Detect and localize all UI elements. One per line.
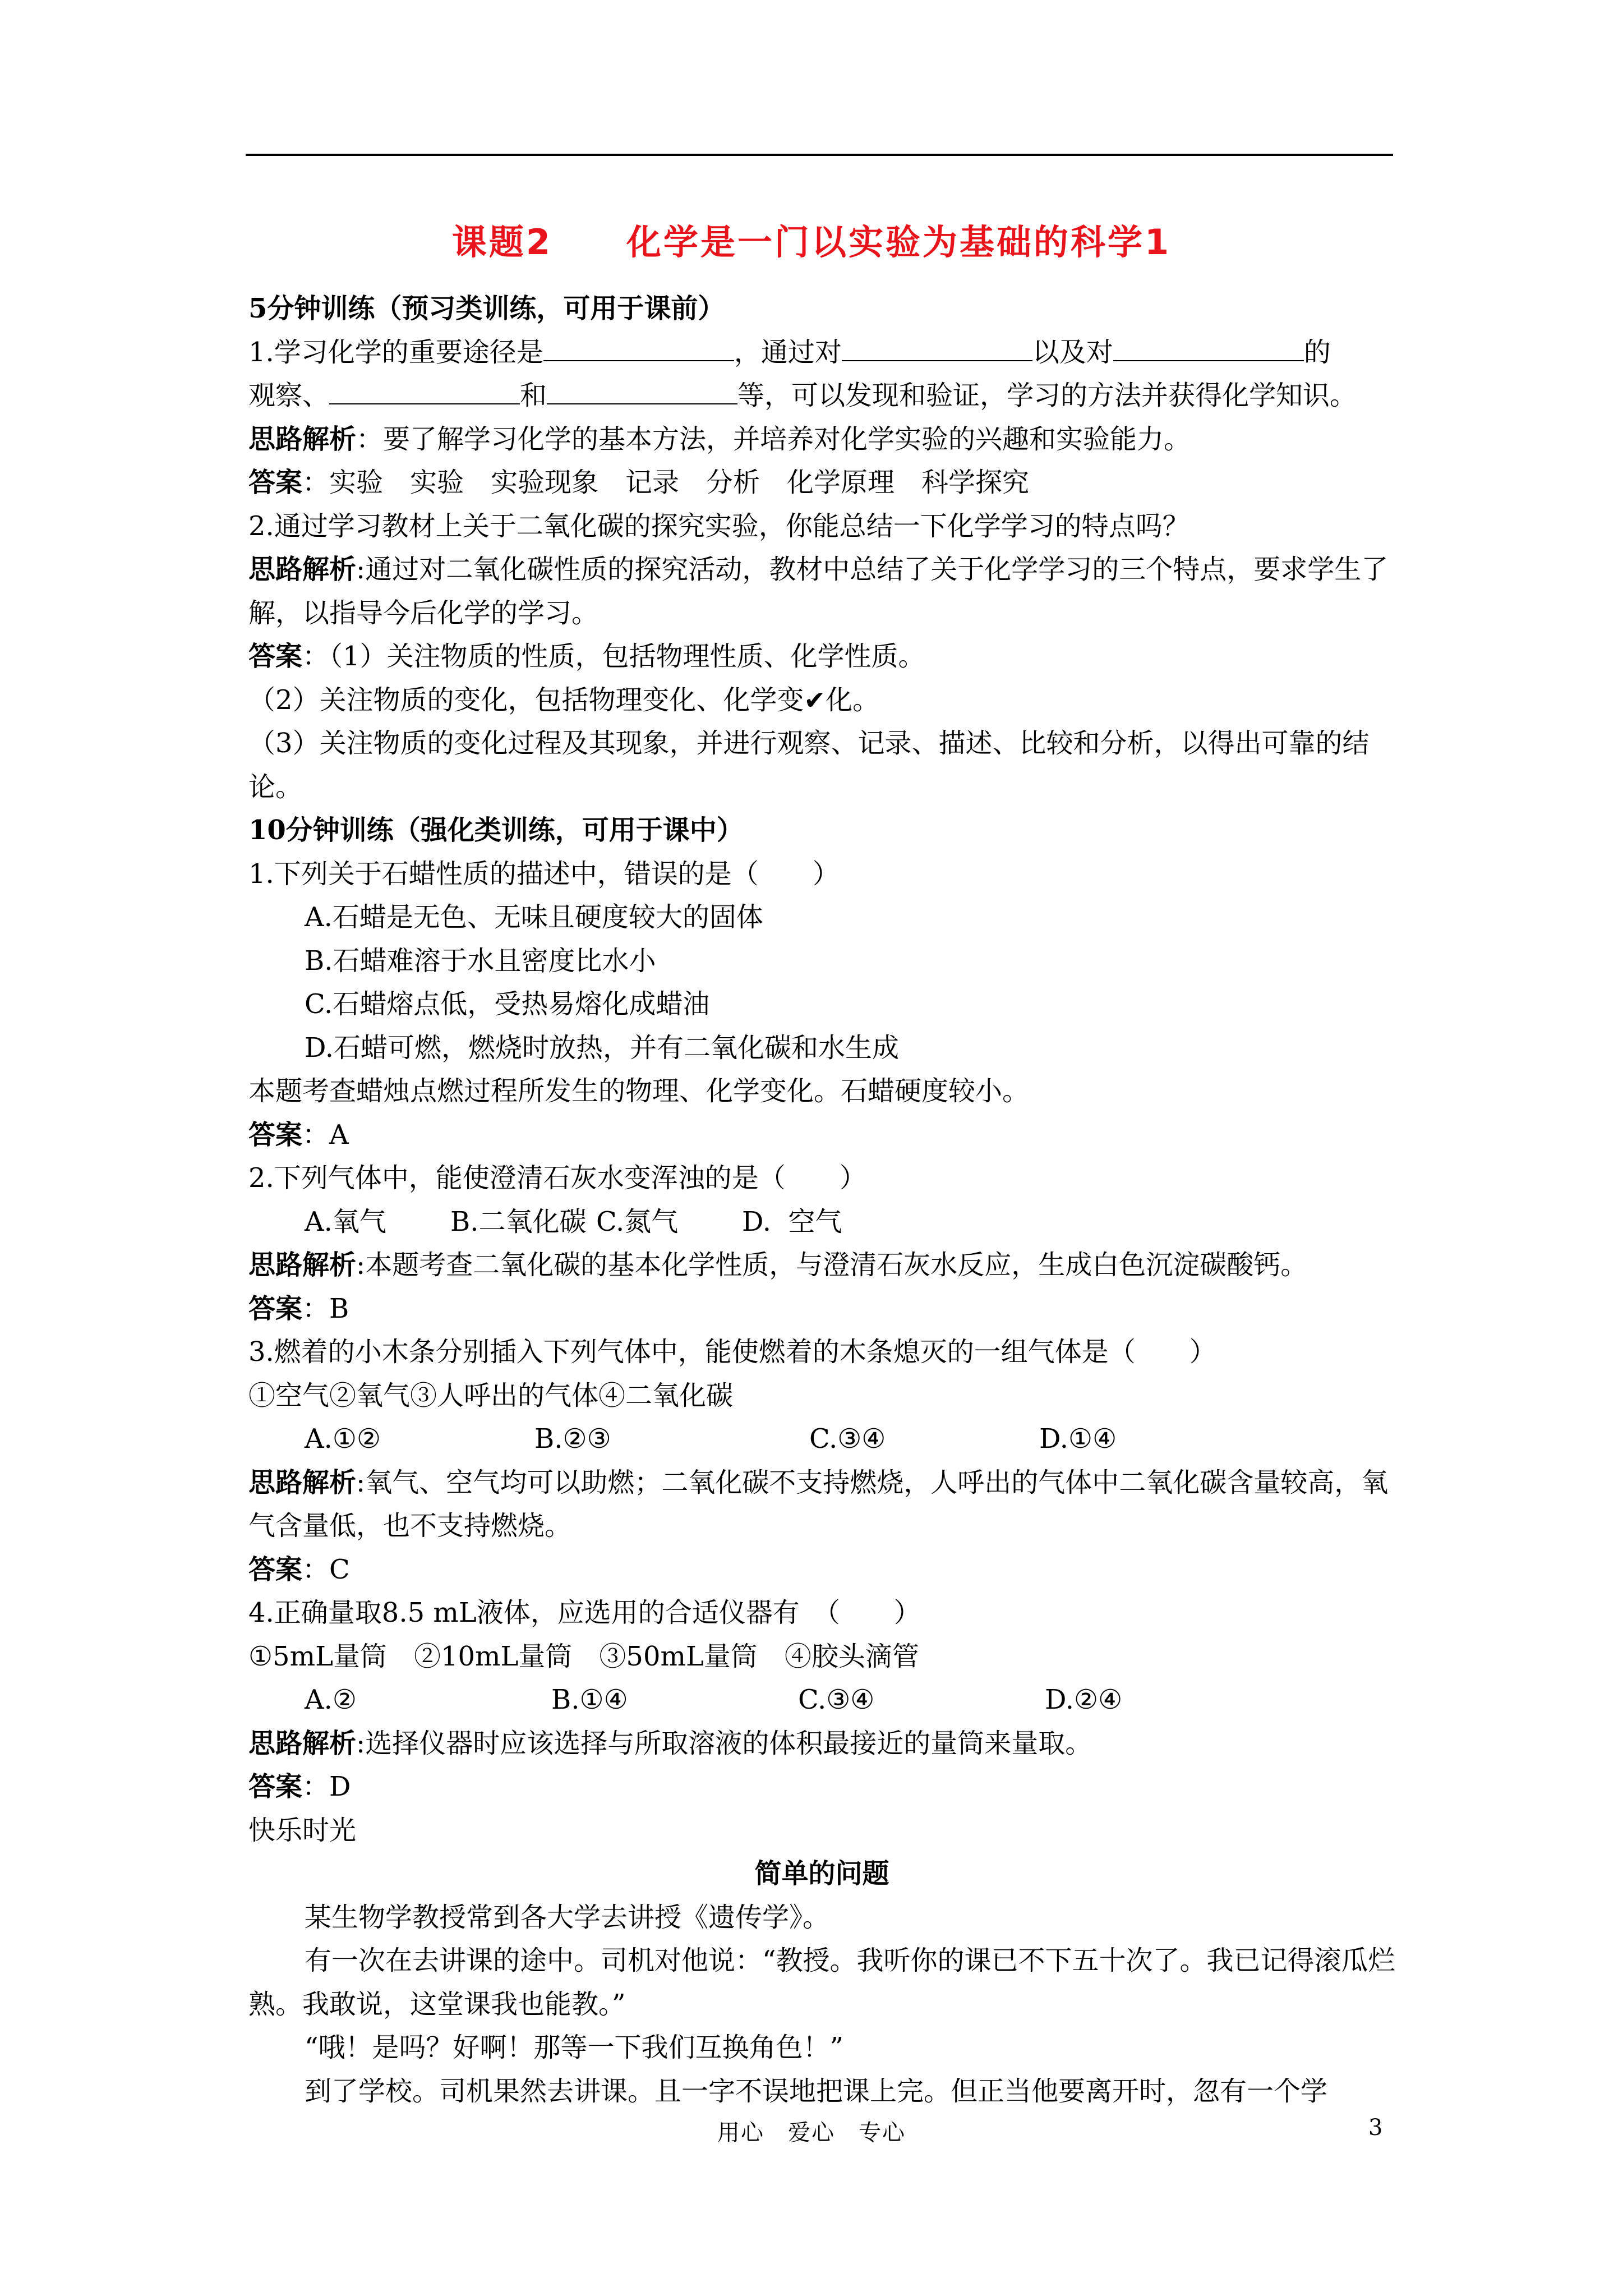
mc2-analysis [248, 1244, 1395, 1287]
header-rule [246, 154, 1393, 156]
analysis-text: :通过对二氧化碳性质的探究活动，教材中总结了关于化学学习的三个特点，要求学生了解，以指导今后化学的学习。 [248, 554, 1389, 629]
mc2-options [248, 1200, 1395, 1244]
q1-text: 1.学习化学的重要途径是 [248, 336, 543, 368]
story-paragraph-2: 有一次在去讲课的途中。司机对他说：“教授。我听你的课已不下五十次了。我已记得滚瓜烂熟。我敢说，这堂课我也能教。” [248, 1945, 1395, 2020]
q1-text: 以及对 [1032, 336, 1113, 368]
mc1-option-a: A.石蜡是无色、无味且硬度较大的固体 [305, 901, 763, 933]
answer-text: ：A [302, 1119, 349, 1151]
mc3-analysis [248, 1461, 1395, 1548]
blank [1113, 332, 1304, 361]
answer-text: ：实验 实验 实验现象 记录 分析 化学原理 科学探究 [302, 467, 1030, 498]
q2-answer-2 [248, 679, 1395, 723]
mc2-answer [248, 1287, 1395, 1331]
mc4-option-a: A.② [305, 1684, 357, 1715]
q1-text: 和 [520, 380, 547, 411]
mc4-options [248, 1678, 1395, 1722]
answer-label: 答案 [248, 467, 303, 498]
answer-label: 答案 [248, 1771, 303, 1802]
analysis-label: 思路解析 [248, 554, 357, 585]
mc4-stem: 4.正确量取8.5 mL液体，应选用的合适仪器有 （ ） [248, 1597, 921, 1628]
page-number: 3 [1368, 2115, 1383, 2141]
mc3-option-d: D.①④ [1039, 1423, 1117, 1455]
mc3-answer [248, 1548, 1395, 1592]
q1-text: 等，可以发现和验证，学习的方法并获得化学知识。 [737, 380, 1357, 411]
mc4-option-c: C.③④ [798, 1684, 875, 1715]
mc1-answer [248, 1114, 1395, 1157]
section-heading-10min: 10分钟训练（强化类训练，可用于课中） [248, 815, 744, 846]
q2-stem: 2.通过学习教材上关于二氧化碳的探究实验，你能总结一下化学学习的特点吗？ [248, 510, 1189, 542]
happy-heading: 快乐时光 [248, 1814, 357, 1846]
q1-line2 [248, 374, 1395, 418]
mc2-option-a: A.氧气 [305, 1205, 386, 1237]
q1-answer [248, 461, 1395, 505]
answer-label: 答案 [248, 1553, 303, 1585]
mc1-stem: 1.下列关于石蜡性质的描述中，错误的是（ ） [248, 858, 840, 890]
document-body [248, 287, 1395, 2113]
analysis-label: 思路解析 [248, 423, 357, 455]
mc3-option-b: B.②③ [534, 1423, 611, 1455]
mc4-answer [248, 1765, 1395, 1809]
blank [329, 375, 520, 404]
mc1-note: 本题考查蜡烛点燃过程所发生的物理、化学变化。石蜡硬度较小。 [248, 1075, 1030, 1107]
mc2-option-c: C.氮气 [596, 1205, 679, 1237]
analysis-text: :本题考查二氧化碳的基本化学性质，与澄清石灰水反应，生成白色沉淀碳酸钙。 [356, 1249, 1308, 1281]
answer-label: 答案 [248, 1292, 303, 1324]
analysis-label: 思路解析 [248, 1249, 357, 1281]
blank [547, 375, 737, 404]
answer-text: ：B [302, 1292, 349, 1324]
analysis-label: 思路解析 [248, 1466, 357, 1498]
story-paragraph-3: “哦！是吗？好啊！那等一下我们互换角色！” [305, 2032, 844, 2063]
mc1-option-c: C.石蜡熔点低，受热易熔化成蜡油 [305, 988, 710, 1020]
mc2-option-d: D. 空气 [742, 1205, 842, 1237]
q1-text: ，通过对 [734, 336, 842, 368]
mc4-items: ①5mL量筒 ②10mL量筒 ③50mL量筒 ④胶头滴管 [248, 1640, 919, 1672]
section-heading-5min: 5分钟训练（预习类训练，可用于课前） [248, 293, 725, 324]
answer-text: ：（1）关注物质的性质，包括物理性质、化学性质。 [302, 641, 925, 672]
mc4-option-b: B.①④ [551, 1684, 628, 1715]
story-title: 简单的问题 [754, 1858, 889, 1889]
page-title: 课题2 化学是一门以实验为基础的科学1 [451, 222, 1172, 263]
mc2-stem: 2.下列气体中，能使澄清石灰水变浑浊的是（ ） [248, 1162, 866, 1194]
mc4-option-d: D.②④ [1045, 1684, 1123, 1715]
mc3-items: ①空气②氧气③人呼出的气体④二氧化碳 [248, 1379, 734, 1411]
mc4-analysis [248, 1722, 1395, 1766]
answer-text: ：D [302, 1771, 351, 1802]
analysis-label: 思路解析 [248, 1727, 357, 1759]
mc3-option-a: A.①② [305, 1423, 381, 1455]
story-paragraph-1: 某生物学教授常到各大学去讲授《遗传学》。 [305, 1901, 830, 1933]
analysis-text: :选择仪器时应该选择与所取溶液的体积最接近的量筒来量取。 [356, 1727, 1092, 1759]
mc3-stem: 3.燃着的小木条分别插入下列气体中，能使燃着的木条熄灭的一组气体是（ ） [248, 1336, 1216, 1368]
q1-line1 [248, 331, 1395, 375]
checkmark-icon: ✔ [804, 684, 826, 715]
story-paragraph-4: 到了学校。司机果然去讲课。且一字不误地把课上完。但正当他要离开时，忽有一个学 [305, 2075, 1328, 2107]
answer-label: 答案 [248, 1119, 303, 1151]
q1-text: 的 [1303, 336, 1331, 368]
q2-analysis [248, 548, 1395, 635]
answer-text: 化。 [826, 684, 880, 716]
answer-label: 答案 [248, 641, 303, 672]
mc3-option-c: C.③④ [809, 1423, 886, 1455]
q2-answer-1 [248, 635, 1395, 679]
page-footer: 用心 爱心 专心 [717, 2120, 906, 2146]
answer-text: ：C [302, 1553, 350, 1585]
mc3-options [248, 1418, 1395, 1461]
answer-text: （2）关注物质的变化，包括物理变化、化学变 [248, 684, 804, 716]
q2-answer-3: （3）关注物质的变化过程及其现象，并进行观察、记录、描述、比较和分析，以得出可靠的结论。 [248, 728, 1370, 803]
blank [842, 332, 1032, 361]
blank [543, 332, 734, 361]
mc1-option-b: B.石蜡难溶于水且密度比水小 [305, 945, 656, 977]
analysis-text: :氧气、空气均可以助燃；二氧化碳不支持燃烧，人呼出的气体中二氧化碳含量较高，氧气含量低，也不支持燃烧。 [248, 1466, 1389, 1542]
mc2-option-b: B.二氧化碳 [450, 1205, 587, 1237]
analysis-text: ：要了解学习化学的基本方法，并培养对化学实验的兴趣和实验能力。 [356, 423, 1191, 455]
q1-analysis [248, 418, 1395, 462]
q1-text: 观察、 [248, 380, 330, 411]
mc1-option-d: D.石蜡可燃，燃烧时放热，并有二氧化碳和水生成 [305, 1032, 900, 1064]
